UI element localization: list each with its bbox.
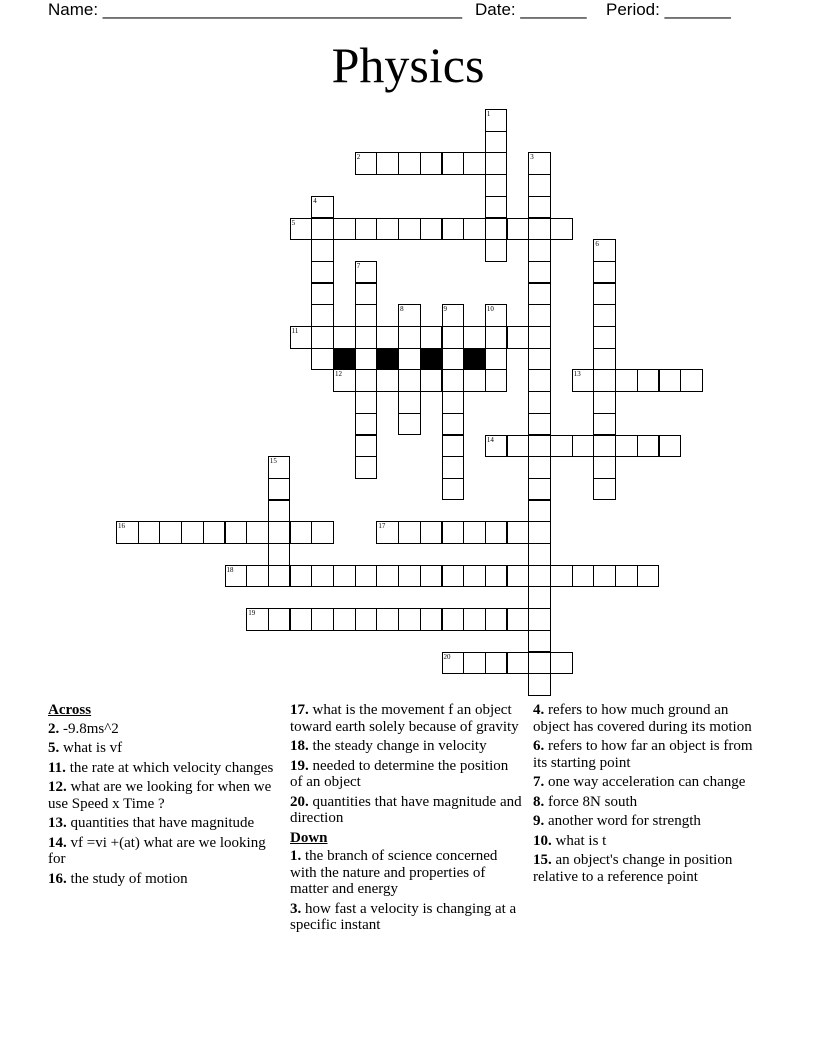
clue-item (48, 871, 280, 888)
crossword-cell[interactable] (442, 152, 465, 175)
crossword-cell[interactable] (268, 608, 291, 631)
crossword-cell[interactable] (485, 652, 508, 675)
crossword-cell[interactable] (333, 608, 356, 631)
crossword-cell[interactable] (311, 239, 334, 262)
clue-item-text: another word for strength (548, 813, 701, 829)
clue-item (48, 740, 280, 757)
crossword-cell[interactable] (442, 348, 465, 371)
clue-item (48, 815, 280, 832)
crossword-cell[interactable] (398, 608, 421, 631)
crossword-cell[interactable] (442, 218, 465, 241)
crossword-cell[interactable] (376, 326, 399, 349)
crossword-cell[interactable] (311, 608, 334, 631)
crossword-cell[interactable] (528, 565, 551, 588)
crossword-cell[interactable] (355, 369, 378, 392)
crossword-cell[interactable] (398, 413, 421, 436)
crossword-cell[interactable] (355, 326, 378, 349)
crossword-cell[interactable] (376, 218, 399, 241)
crossword-cell[interactable] (442, 521, 465, 544)
crossword-cell[interactable] (528, 326, 551, 349)
clue-section-heading: Across (48, 702, 92, 718)
crossword-cell[interactable] (398, 152, 421, 175)
name-field-label[interactable]: Name: ______________________________________ (48, 0, 463, 19)
crossword-block (420, 348, 443, 371)
clue-item-number: 4. (533, 702, 545, 718)
crossword-cell[interactable] (485, 152, 508, 175)
clue-number-8: 8 (400, 305, 404, 314)
clue-item (48, 779, 280, 812)
clue-item-text: force 8N south (548, 793, 638, 810)
crossword-cell[interactable] (528, 283, 551, 306)
clue-item-text: one way acceleration can change (548, 774, 746, 790)
crossword-cell[interactable] (528, 196, 551, 219)
crossword-cell[interactable] (463, 152, 486, 175)
clue-item-text: quantities that have magnitude (70, 815, 255, 831)
crossword-cell[interactable] (593, 283, 616, 306)
clue-item-number: 11. (48, 759, 66, 776)
crossword-cell[interactable] (290, 608, 313, 631)
clue-item (533, 738, 768, 771)
crossword-cell[interactable] (398, 391, 421, 414)
clue-item (533, 794, 768, 811)
clue-item-number: 8. (533, 793, 545, 810)
crossword-cell[interactable] (485, 565, 508, 588)
crossword-cell[interactable] (398, 326, 421, 349)
clue-item-text: the rate at which velocity changes (69, 759, 274, 776)
crossword-cell[interactable] (420, 521, 443, 544)
crossword-cell[interactable] (463, 652, 486, 675)
clue-item-number: 10. (533, 832, 552, 849)
clue-item-text: what are we looking for when we use Speed x Time ? (48, 779, 272, 812)
clue-item (290, 758, 524, 791)
date-field-label[interactable]: Date: _______ (475, 0, 587, 19)
crossword-cell[interactable] (528, 456, 551, 479)
clue-number-7: 7 (356, 261, 361, 270)
crossword-cell[interactable] (463, 326, 486, 349)
crossword-cell[interactable] (550, 652, 573, 675)
crossword-cell[interactable] (203, 521, 226, 544)
crossword-cell[interactable] (398, 369, 421, 392)
clue-number-4: 4 (313, 196, 317, 205)
crossword-cell[interactable] (463, 369, 486, 392)
clue-item-number: 7. (533, 774, 545, 790)
clue-item (290, 738, 524, 755)
clue-number-18: 18 (226, 565, 234, 574)
crossword-cell[interactable] (528, 261, 551, 284)
crossword-cell[interactable] (485, 131, 508, 154)
crossword-cell[interactable] (311, 348, 334, 371)
clue-item-text: how fast a velocity is changing at a specific instant (290, 900, 517, 933)
crossword-cell[interactable] (442, 413, 465, 436)
clue-number-17: 17 (378, 522, 386, 531)
crossword-cell[interactable] (550, 435, 573, 458)
crossword-cell[interactable] (615, 369, 638, 392)
crossword-cell[interactable] (355, 218, 378, 241)
crossword-cell[interactable] (485, 239, 508, 262)
crossword-cell[interactable] (572, 565, 595, 588)
clue-item-number: 17. (290, 702, 309, 718)
crossword-cell[interactable] (528, 630, 551, 653)
crossword-cell[interactable] (572, 435, 595, 458)
crossword-cell[interactable] (550, 218, 573, 241)
crossword-cell[interactable] (528, 218, 551, 241)
crossword-cell[interactable] (376, 608, 399, 631)
crossword-cell[interactable] (333, 326, 356, 349)
crossword-cell[interactable] (485, 608, 508, 631)
crossword-cell[interactable] (485, 196, 508, 219)
clue-item-number: 6. (533, 738, 545, 754)
clue-section-heading: Down (290, 829, 328, 846)
crossword-cell[interactable] (311, 283, 334, 306)
crossword-cell[interactable] (615, 435, 638, 458)
clue-column-2 (290, 702, 524, 937)
crossword-cell[interactable] (528, 478, 551, 501)
crossword-cell[interactable] (442, 565, 465, 588)
crossword-cell[interactable] (593, 304, 616, 327)
crossword-cell[interactable] (637, 565, 660, 588)
crossword-cell[interactable] (355, 304, 378, 327)
clue-number-19: 19 (248, 609, 256, 618)
crossword-cell[interactable] (485, 218, 508, 241)
crossword-cell[interactable] (485, 348, 508, 371)
crossword-cell[interactable] (420, 608, 443, 631)
clue-item-text: refers to how far an object is from its starting point (533, 738, 753, 771)
crossword-cell[interactable] (268, 521, 291, 544)
crossword-cell[interactable] (507, 326, 530, 349)
crossword-cell[interactable] (528, 239, 551, 262)
crossword-cell[interactable] (463, 608, 486, 631)
crossword-cell[interactable] (680, 369, 703, 392)
clue-number-11: 11 (291, 327, 299, 335)
clue-number-1: 1 (486, 110, 491, 118)
crossword-cell[interactable] (637, 435, 660, 458)
clue-item-number: 16. (48, 870, 67, 887)
crossword-cell[interactable] (442, 456, 465, 479)
crossword-cell[interactable] (528, 413, 551, 436)
clue-item-text: the steady change in velocity (312, 738, 487, 754)
crossword-cell[interactable] (615, 565, 638, 588)
crossword-cell[interactable] (355, 565, 378, 588)
crossword-cell[interactable] (528, 608, 551, 631)
crossword-cell[interactable] (398, 521, 421, 544)
crossword-cell[interactable] (528, 369, 551, 392)
crossword-cell[interactable] (528, 435, 551, 458)
crossword-cell[interactable] (485, 174, 508, 197)
clue-item-text: refers to how much ground an object has covered during its motion (533, 702, 752, 735)
crossword-cell[interactable] (159, 521, 182, 544)
crossword-cell[interactable] (528, 521, 551, 544)
clue-item (533, 833, 768, 850)
crossword-cell[interactable] (442, 391, 465, 414)
crossword-cell[interactable] (507, 608, 530, 631)
crossword-cell[interactable] (290, 565, 313, 588)
crossword-cell[interactable] (311, 521, 334, 544)
crossword-cell[interactable] (420, 326, 443, 349)
clue-item (290, 901, 524, 934)
crossword-cell[interactable] (138, 521, 161, 544)
clue-item-number: 3. (290, 900, 302, 917)
crossword-cell[interactable] (246, 521, 269, 544)
clue-item-text: vf =vi +(at) what are we looking for (48, 834, 266, 867)
crossword-cell[interactable] (659, 369, 682, 392)
crossword-cell[interactable] (528, 652, 551, 675)
crossword-cell[interactable] (463, 218, 486, 241)
clue-item-number: 14. (48, 834, 67, 851)
crossword-cell[interactable] (528, 174, 551, 197)
crossword-cell[interactable] (659, 435, 682, 458)
clue-column-3 (533, 702, 768, 888)
crossword-cell[interactable] (442, 369, 465, 392)
crossword-cell[interactable] (290, 521, 313, 544)
crossword-cell[interactable] (593, 348, 616, 371)
crossword-cell[interactable] (398, 565, 421, 588)
clue-item-text: what is t (555, 832, 607, 849)
clue-item-number: 5. (48, 740, 60, 756)
crossword-cell[interactable] (225, 521, 248, 544)
clue-number-15: 15 (269, 457, 277, 466)
crossword-cell[interactable] (485, 369, 508, 392)
crossword-cell[interactable] (420, 152, 443, 175)
crossword-cell[interactable] (376, 565, 399, 588)
crossword-cell[interactable] (246, 565, 269, 588)
clue-item (533, 813, 768, 830)
clue-item-number: 9. (533, 813, 545, 829)
crossword-cell[interactable] (355, 348, 378, 371)
crossword-cell[interactable] (420, 218, 443, 241)
clue-item (533, 774, 768, 791)
clue-number-14: 14 (486, 435, 494, 444)
crossword-cell[interactable] (507, 521, 530, 544)
clue-number-3: 3 (530, 153, 534, 162)
crossword-block (333, 348, 356, 371)
crossword-cell[interactable] (311, 565, 334, 588)
crossword-cell[interactable] (507, 565, 530, 588)
crossword-cell[interactable] (376, 369, 399, 392)
clue-item (290, 794, 524, 827)
crossword-cell[interactable] (442, 435, 465, 458)
clue-item-text: what is the movement f an object toward earth solely because of gravity (290, 702, 519, 735)
clue-item-text: an object's change in position relative to a reference point (533, 852, 733, 885)
crossword-cell[interactable] (528, 500, 551, 523)
crossword-cell[interactable] (507, 435, 530, 458)
crossword-cell[interactable] (593, 435, 616, 458)
crossword-cell[interactable] (507, 218, 530, 241)
crossword-block (376, 348, 399, 371)
clue-number-20: 20 (443, 652, 451, 661)
crossword-cell[interactable] (333, 565, 356, 588)
crossword-cell[interactable] (507, 652, 530, 675)
crossword-cell[interactable] (333, 218, 356, 241)
crossword-cell[interactable] (637, 369, 660, 392)
clue-number-13: 13 (573, 370, 581, 379)
crossword-cell[interactable] (268, 543, 291, 566)
crossword-cell[interactable] (528, 586, 551, 609)
clue-number-9: 9 (443, 305, 447, 314)
page-title: Physics (331, 37, 485, 93)
clue-item (290, 848, 524, 898)
crossword-cell[interactable] (528, 348, 551, 371)
crossword-cell[interactable] (528, 673, 551, 696)
clue-item-text: -9.8ms^2 (63, 720, 119, 737)
clue-number-12: 12 (335, 370, 342, 379)
crossword-cell[interactable] (442, 478, 465, 501)
clue-item (48, 721, 280, 738)
crossword-cell[interactable] (420, 565, 443, 588)
crossword-cell[interactable] (355, 391, 378, 414)
crossword-cell[interactable] (268, 478, 291, 501)
clue-item-text: the branch of science concerned with the nature and properties of matter and energy (290, 848, 498, 897)
clue-column-1 (48, 702, 280, 890)
crossword-cell[interactable] (311, 218, 334, 241)
clue-item-number: 20. (290, 793, 309, 810)
crossword-cell[interactable] (420, 369, 443, 392)
crossword-cell[interactable] (355, 283, 378, 306)
clue-item-number: 18. (290, 738, 309, 754)
clue-item (48, 835, 280, 868)
crossword-cell[interactable] (593, 369, 616, 392)
crossword-cell[interactable] (593, 478, 616, 501)
clue-number-16: 16 (118, 522, 125, 531)
crossword-cell[interactable] (593, 391, 616, 414)
crossword-cell[interactable] (593, 565, 616, 588)
clue-item (533, 852, 768, 885)
crossword-cell[interactable] (355, 413, 378, 436)
crossword-cell[interactable] (181, 521, 204, 544)
clue-item-text: needed to determine the position of an object (290, 757, 509, 790)
crossword-cell[interactable] (398, 218, 421, 241)
crossword-block (463, 348, 486, 371)
clue-item-number: 1. (290, 848, 302, 864)
crossword-cell[interactable] (398, 348, 421, 371)
crossword-cell[interactable] (355, 608, 378, 631)
clue-item-number: 15. (533, 852, 552, 868)
clue-number-2: 2 (356, 153, 361, 162)
crossword-cell[interactable] (311, 304, 334, 327)
crossword-cell[interactable] (442, 326, 465, 349)
crossword-cell[interactable] (485, 521, 508, 544)
clue-item (290, 702, 524, 735)
crossword-cell[interactable] (311, 326, 334, 349)
crossword-cell[interactable] (593, 326, 616, 349)
crossword-cell[interactable] (268, 565, 291, 588)
clue-item-text: what is vf (63, 740, 123, 756)
clue-item-number: 12. (48, 779, 67, 795)
clue-number-5: 5 (291, 218, 296, 227)
crossword-cell[interactable] (593, 456, 616, 479)
crossword-cell[interactable] (355, 456, 378, 479)
crossword-cell[interactable] (268, 500, 291, 523)
clue-item-text: the study of motion (70, 870, 188, 887)
period-field-label[interactable]: Period: _______ (606, 0, 731, 19)
crossword-cell[interactable] (593, 261, 616, 284)
clue-number-10: 10 (486, 305, 494, 314)
crossword-cell[interactable] (442, 608, 465, 631)
crossword-cell[interactable] (528, 543, 551, 566)
crossword-cell[interactable] (528, 304, 551, 327)
crossword-cell[interactable] (311, 261, 334, 284)
crossword-cell[interactable] (485, 326, 508, 349)
crossword-cell[interactable] (376, 152, 399, 175)
crossword-cell[interactable] (528, 391, 551, 414)
clue-item-number: 13. (48, 815, 67, 831)
clue-number-6: 6 (595, 240, 599, 249)
crossword-cell[interactable] (593, 413, 616, 436)
clue-item-number: 2. (48, 720, 60, 737)
crossword-cell[interactable] (355, 435, 378, 458)
crossword-cell[interactable] (463, 565, 486, 588)
clue-item (533, 702, 768, 735)
clue-item-text: quantities that have magnitude and direction (290, 793, 522, 826)
crossword-cell[interactable] (463, 521, 486, 544)
clue-item (48, 760, 280, 777)
clue-item-number: 19. (290, 757, 309, 774)
crossword-cell[interactable] (550, 565, 573, 588)
